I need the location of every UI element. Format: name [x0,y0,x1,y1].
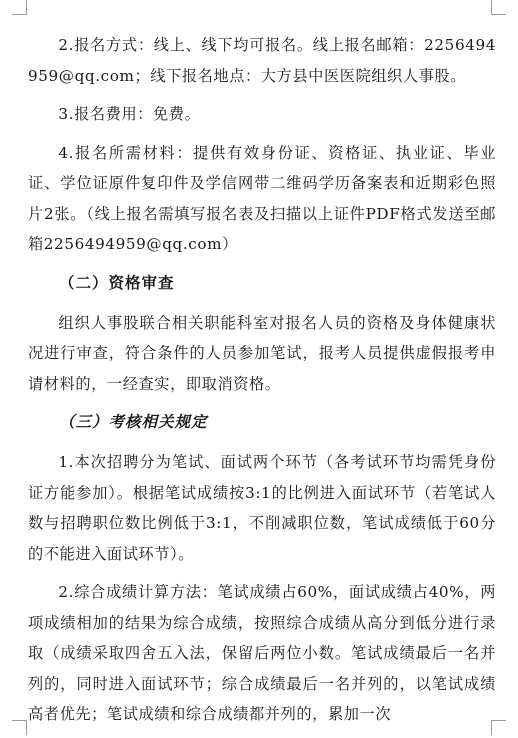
paragraph-registration-fee: 3.报名费用：免费。 [58,105,201,123]
heading-assessment-rules: （三）考核相关规定 [59,412,208,431]
paragraph-registration-method: 2.报名方式：线上、线下均可报名。线上报名邮箱：2256494959@qq.com；线下报名地点：大方县中医医院组织人事股。 [28,36,496,85]
paragraph-required-materials: 4.报名所需材料：提供有效身份证、资格证、执业证、毕业证、学位证原件复印件及学信网带二维码学历备案表和近期彩色照片2张。（线上报名需填写报名表及扫描以上证件PDF格式发送至邮箱2256494959@qq.com） [28,143,496,253]
crop-mark-bottom-left [12,720,27,735]
heading-qualification-review: （二）资格审查 [59,272,175,292]
crop-mark-top-right [491,0,506,15]
paragraph-exam-stages: 1.本次招聘分为笔试、面试两个环节（各考试环节均需凭身份证方能参加）。根据笔试成绩按3:1的比例进入面试环节（若笔试人数与招聘职位数比例低于3:1，不削减职位数，笔试成绩低于60分的不能进入面试环节）。 [28,453,496,563]
paragraph-score-calculation: 2.综合成绩计算方法：笔试成绩占60%，面试成绩占40%，两项成绩相加的结果为综合成绩，按照综合成绩从高分到低分进行录取（成绩采取四舍五入法，保留后两位小数。笔试成绩最后一名并列的，同时进入面试环节；综合成绩最后一名并列的，以笔试成绩高者优先；笔试成绩和综合成绩都并列的，累加一次 [28,583,496,723]
document-body [28,30,496,738]
paragraph-qualification-review: 组织人事股联合相关职能科室对报名人员的资格及身体健康状况进行审查，符合条件的人员参加笔试，报考人员提供虚假报考申请材料的，一经查实，即取消资格。 [28,313,496,393]
crop-mark-top-left [12,0,27,15]
